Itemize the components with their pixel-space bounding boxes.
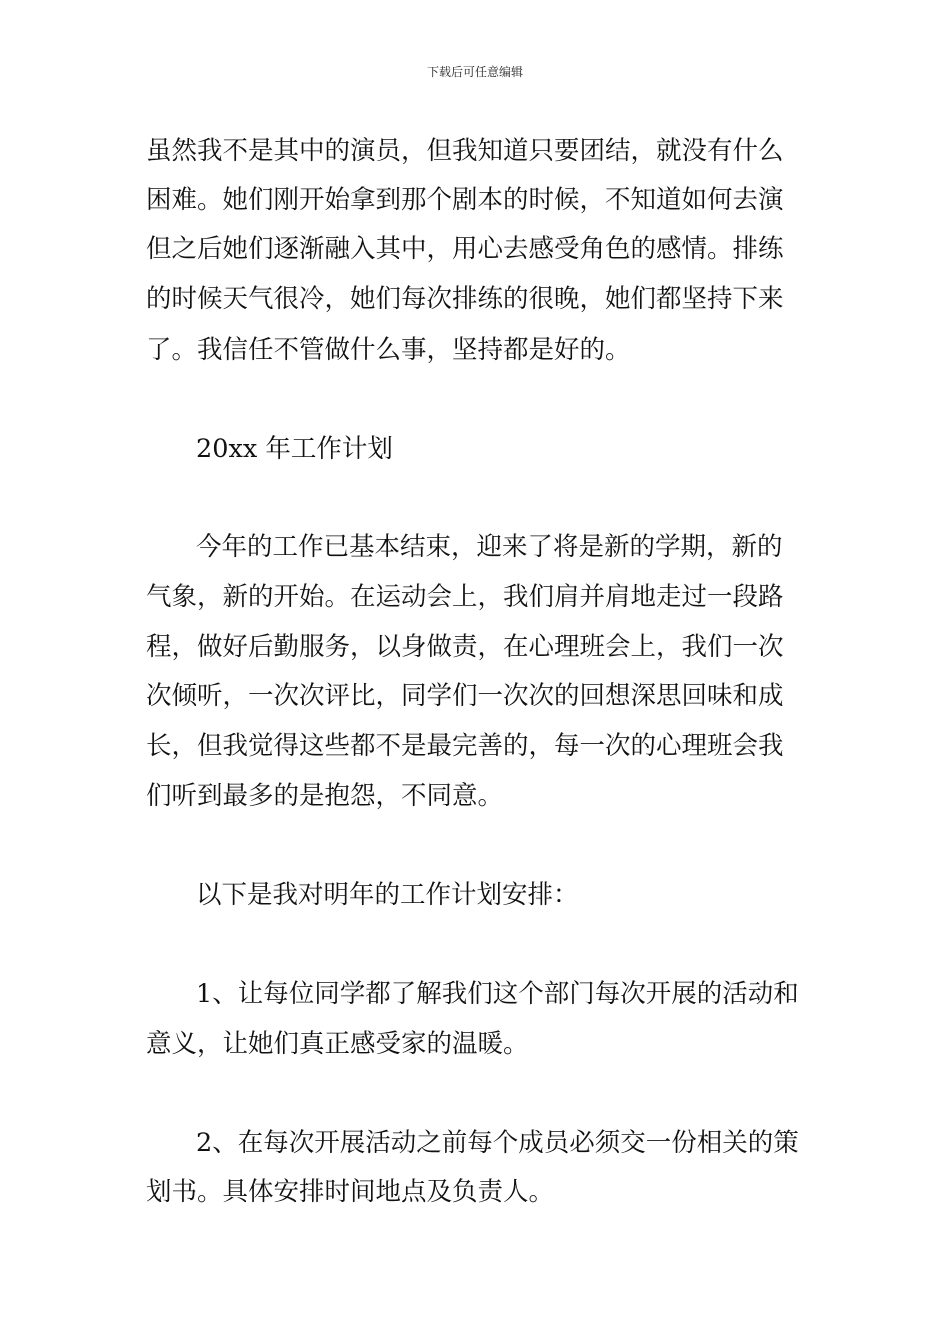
paragraph-1-line-1: 虽然我不是其中的演员，但我知道只要团结，就没有什么: [146, 136, 784, 166]
item-1-line-2: 意义，让她们真正感受家的温暖。: [146, 1029, 529, 1059]
item-2-line-1: 2、在每次开展活动之前每个成员必须交一份相关的策: [196, 1128, 799, 1158]
paragraph-2-line-4: 次倾听，一次次评比，同学们一次次的回想深思回味和成: [146, 681, 784, 711]
section-heading: 20xx 年工作计划: [196, 434, 393, 464]
item-2-line-2: 划书。具体安排时间地点及负责人。: [146, 1177, 555, 1207]
paragraph-2-line-3: 程，做好后勤服务，以身做责，在心理班会上，我们一次: [146, 632, 784, 662]
paragraph-2-line-5: 长，但我觉得这些都不是最完善的，每一次的心理班会我: [146, 731, 784, 761]
paragraph-1-line-2: 困难。她们刚开始拿到那个剧本的时候，不知道如何去演: [146, 185, 784, 215]
paragraph-2-line-6: 们听到最多的是抱怨，不同意。: [146, 781, 504, 811]
paragraph-3-line-1: 以下是我对明年的工作计划安排：: [196, 880, 579, 910]
paragraph-1-line-3: 但之后她们逐渐融入其中，用心去感受角色的感情。排练: [146, 234, 784, 264]
paragraph-1-line-5: 了。我信任不管做什么事，坚持都是好的。: [146, 335, 631, 365]
item-1-line-1: 1、让每位同学都了解我们这个部门每次开展的活动和: [196, 979, 799, 1009]
paragraph-2-line-1: 今年的工作已基本结束，迎来了将是新的学期，新的: [196, 532, 783, 562]
page-header: 下载后可任意编辑: [426, 65, 523, 79]
paragraph-1-line-4: 的时候天气很冷，她们每次排练的很晚，她们都坚持下来: [146, 284, 784, 314]
paragraph-2-line-2: 气象，新的开始。在运动会上，我们肩并肩地走过一段路: [146, 582, 784, 612]
